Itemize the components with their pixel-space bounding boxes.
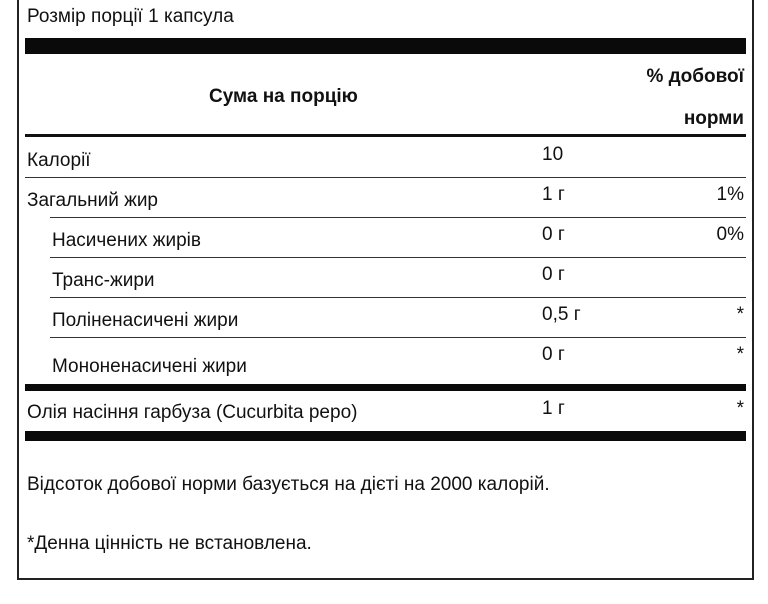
ingredient-name: Олія насіння гарбуза (Cucurbita pepo)	[27, 402, 358, 423]
nutrient-name: Поліненасичені жири	[52, 310, 239, 331]
nutrient-row-polyunsaturated-fat	[25, 298, 746, 338]
not-established-footnote: *Денна цінність не встановлена.	[27, 533, 312, 554]
amount-per-serving-header: Сума на порцію	[209, 86, 358, 107]
nutrition-facts-panel	[17, 0, 754, 580]
nutrient-amount: 1 г	[542, 184, 565, 205]
nutrient-name: Насичених жирів	[52, 230, 201, 251]
nutrient-amount: 10	[542, 144, 564, 165]
nutrient-row-saturated-fat	[25, 218, 746, 258]
nutrient-name: Калорії	[27, 150, 91, 171]
nutrient-amount: 0 г	[542, 344, 565, 365]
nutrient-daily-value: 0%	[716, 224, 744, 245]
daily-value-footnote: Відсоток добової норми базується на дієті на 2000 калорій.	[27, 474, 550, 495]
daily-value-header-line2: норми	[683, 108, 744, 129]
nutrient-row-calories	[25, 138, 746, 178]
mid-divider-bar	[25, 384, 746, 391]
nutrient-amount: 0,5 г	[542, 304, 581, 325]
nutrient-row-total-fat	[25, 178, 746, 218]
ingredient-daily-value: *	[736, 398, 744, 419]
nutrient-amount: 0 г	[542, 224, 565, 245]
nutrient-amount: 0 г	[542, 264, 565, 285]
serving-size: Розмір порції 1 капсула	[27, 6, 234, 27]
daily-value-header-line1: % добової	[646, 66, 744, 87]
nutrient-row-trans-fat	[25, 258, 746, 298]
nutrient-name: Мононенасичені жири	[52, 356, 247, 377]
nutrient-row-monounsaturated-fat	[25, 338, 746, 384]
bottom-divider-bar	[25, 431, 746, 441]
ingredient-row-pumpkin-seed-oil	[25, 392, 746, 430]
ingredient-amount: 1 г	[542, 398, 565, 419]
top-divider-bar	[25, 38, 746, 54]
header-divider	[25, 134, 746, 137]
nutrient-daily-value: *	[736, 344, 744, 365]
nutrient-daily-value: *	[736, 304, 744, 325]
nutrient-name: Транс-жири	[52, 270, 155, 291]
nutrient-name: Загальний жир	[27, 190, 158, 211]
nutrient-daily-value: 1%	[716, 184, 744, 205]
